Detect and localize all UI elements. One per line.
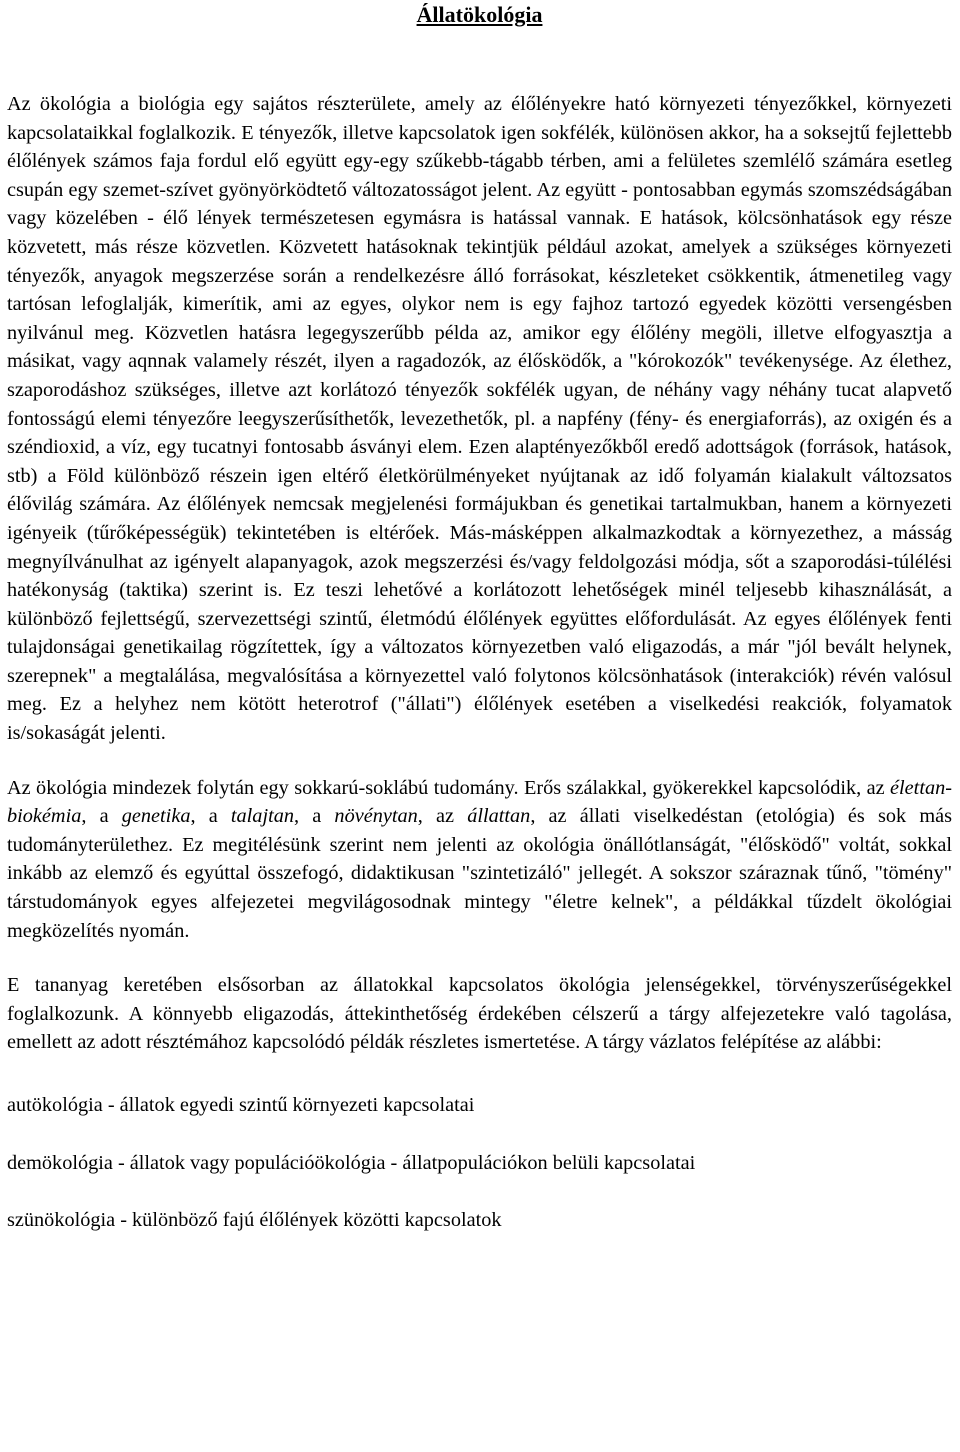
paragraph-text: Az ökológia mindezek folytán egy sokkarú-soklábú tudomány. Erős szálakkal, gyökerekkel kapcsolódik, az — [7, 776, 891, 799]
paragraph-course-scope: E tananyag keretében elsősorban az állatokkal kapcsolatos ökológia jelenségekkel, törvényszerűségekkel foglalkozunk. A könnyebb eligazodás, áttekinthetőség érdekében célszerű a tárgy alfejezetekre való tagolása, emellett az adott résztémához kapcsolódó példák részletes ismertetése. A tárgy vázlatos felépítése az alábbi: — [7, 974, 952, 1054]
paragraph-text: , a — [81, 805, 122, 828]
paragraph-text: , az — [417, 805, 468, 828]
outline-item-demecology: demökológia - állatok vagy populációökológia - állatpopulációkon belüli kapcsolatai — [7, 1151, 696, 1174]
paragraph-text: , a — [190, 805, 231, 828]
document-title: Állatökológia — [416, 2, 543, 27]
paragraph-text: , az állati viselkedéstan (etológia) és sok más tudományterülethez. Ez megitélésünk szerint nem jelenti az okológia önállótlanságát, "élősködő" voltát, sokkal inkább az elemző és egyúttal összefogó, didaktikusan "szintetizáló" jellegét. A sokszor száraznak tűnő, "tömény" társtudományok egyes alfejezetei megvilágosodnak mintegy "életre kelnek", a példákkal tűzdelt ökológiai megközelítés nyomán. — [7, 805, 952, 942]
discipline-soil-science: talajtan — [230, 805, 294, 828]
discipline-zoology: állattan — [467, 805, 531, 828]
paragraph-intro: Az ökológia a biológia egy sajátos részterülete, amely az élőlényekre ható környezeti tényezőkkel, környezeti kapcsolataikkal foglalkozik. E tényezők, illetve kapcsolatok igen sokfélék, különösen akkor, ha a soksejtű fejlettebb élőlények számos faja fordul elő együtt egy-egy szűkebb-tágabb térben, ami a felületes szemlélő számára esetleg csupán egy szemet-szívet gyönyörködtető változatosságot jelent. Az együtt - pontosabban egymás szomszédságában vagy közelében - élő lények természetesen egymásra is hatással vannak. E hatások, kölcsönhatások egy része közvetett, más része közvetlen. Közvetett hatásoknak tekintjük például azokat, amelyek a szükséges környezeti tényezők, anyagok megszerzése során a rendelkezésre álló forrásokat, készleteket csökkentik, átmenetileg vagy tartósan lefoglalják, kimerítik, ami az egyes, olykor nem is egy fajhoz tartozó egyedek közötti versengésben nyilvánul meg. Közvetlen hatásra legegyszerűbb példa az, amikor egy élőlény megöli, illetve elfogyasztja a másikat, vagy aqnnak valamely részét, ilyen a ragadozók, az élősködők, a "kórokozók" tevékenysége. Az élethez, szaporodáshoz szükséges, illetve azt korlátozó tényezők sokfélék ugyan, de néhány vagy néhány tucat alapvető fontosságú elemi tényezőre leegyszerűsíthetők, levezethetők, pl. a napfény (fény- és energiaforrás), az oxigén és a széndioxid, a víz, egy tucatnyi fontosabb ásványi elem. Ezen alaptényezőkből eredő adottságok (források, hatások, stb) a Föld különböző részein igen eltérő életkörülményeket nyújtanak az idő folyamán kialakult változsatos élővilág számára. Az élőlények nemcsak megjelenési formájukban és genetikai tartalmukban, hanem a környezeti igényeik (tűrőképességük) tekintetében is eltérőek. Más-másképpen alkalmazkodtak a környezethez, a másság megnyílvánulhat az igényelt alapanyagok, azok megszerzési és/vagy feldolgozási módja, sőt a szaporodási-túlélési hatékonyság (taktika) szerint is. Ez teszi lehetővé a korlátozott lehetőségek minél teljesebb kihasználását, a különböző fejlettségű, szervezettségi szintű, életmódú élőlények együttes előfordulását. Az egyes élőlények fenti tulajdonságai genetikailag rögzítettek, így a változatos környezetben való eligazodás, a már "jól bevált helynek, szerepnek" a megtalálása, megvalósítása a környezettel való folytonos kölcsönhatások (interakciók) révén valósul meg. Ez a helyhez nem kötött heterotrof ("állati") élőlények esetében a viselkedési reakciók, folyamatok is/sokaságát jelenti. — [7, 93, 952, 745]
discipline-botany: növénytan — [334, 805, 418, 828]
paragraph-disciplines — [7, 774, 952, 946]
paragraph-text: , a — [294, 805, 335, 828]
discipline-physiology: élettan-biokémia — [7, 776, 952, 828]
outline-item-synecology: szünökológia - különböző fajú élőlények közötti kapcsolatok — [7, 1209, 502, 1232]
discipline-genetics: genetika — [121, 805, 191, 828]
outline-item-autecology: autökológia - állatok egyedi szintű környezeti kapcsolatai — [7, 1094, 475, 1116]
